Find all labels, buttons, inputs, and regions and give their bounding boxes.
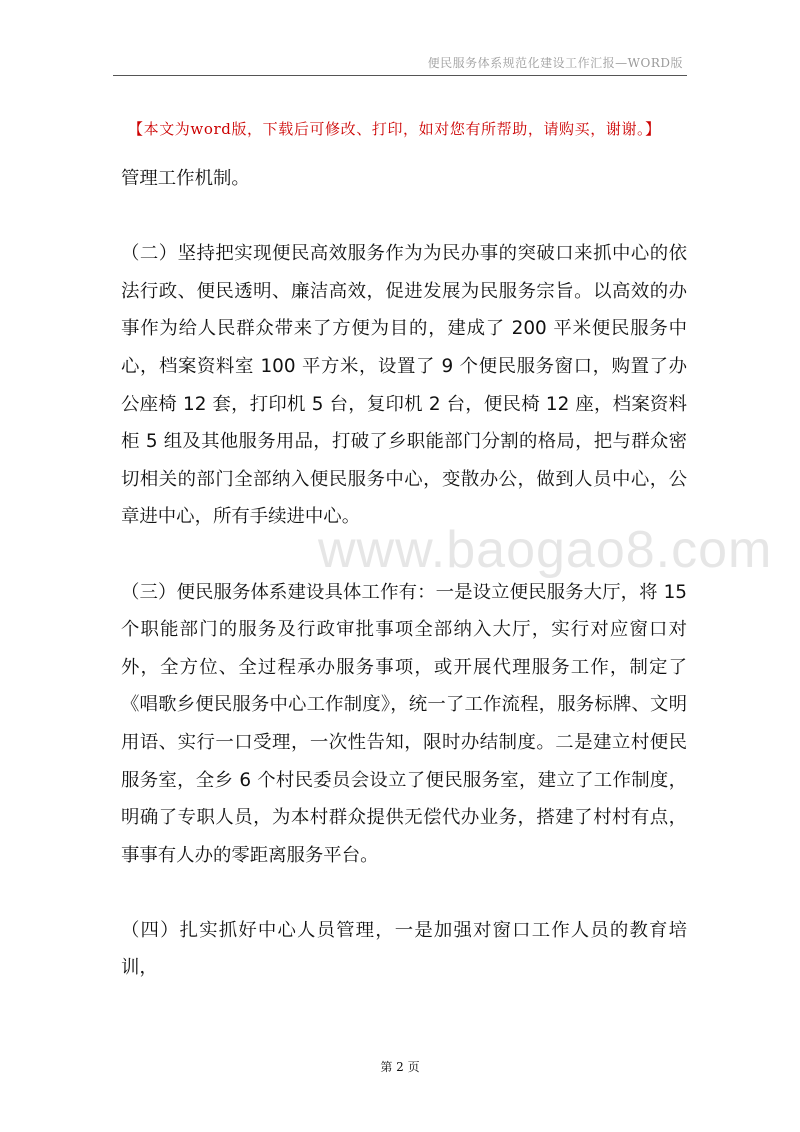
paragraph-section-2: （二）坚持把实现便民高效服务作为为民办事的突破口来抓中心的依法行政、便民透明、廉洁高效，促进发展为民服务宗旨。以高效的办事作为给人民群众带来了方便为目的，建成了 200 平米便民服务中心，档案资料室 100 平方米，设置了 9 个便民服务窗口，购置了办公座椅 12 套，打印机 5 台，复印机 2 台，便民椅 12 座，档案资料柜 5 组及其他服务用品，打破了乡职能部门分割的格局，把与群众密切相关的部门全部纳入便民服务中心，变散办公，做到人员中心，公章进中心，所有手续进中心。 (121, 243, 687, 528)
paragraph-section-4: （四）扎实抓好中心人员管理，一是加强对窗口工作人员的教育培训， (121, 919, 687, 979)
document-body (121, 160, 687, 987)
header-divider (113, 75, 687, 76)
document-header-title: 便民服务体系规范化建设工作汇报—WORD版 (427, 56, 683, 70)
paragraph-continuation: 管理工作机制。 (121, 168, 250, 189)
paragraph-gap (121, 198, 687, 236)
paragraph-gap (121, 536, 687, 574)
paragraph-section-3: （三）便民服务体系建设具体工作有：一是设立便民服务大厅，将 15 个职能部门的服务及行政审批事项全部纳入大厅，实行对应窗口对外，全方位、全过程承办服务事项，或开展代理服务工作，制定了《唱歌乡便民服务中心工作制度》，统一了工作流程，服务标牌、文明用语、实行一口受理，一次性告知，限时办结制度。二是建立村便民服务室，全乡 6 个村民委员会设立了便民服务室，建立了工作制度，明确了专职人员，为本村群众提供无偿代办业务，搭建了村村有点，事事有人办的零距离服务平台。 (121, 581, 687, 866)
page-number: 第 2 页 (380, 1060, 420, 1074)
site-watermark: www.baogao8.com (318, 521, 773, 579)
word-version-notice: 【本文为word版，下载后可修改、打印，如对您有所帮助，请购买，谢谢。】 (128, 120, 661, 138)
paragraph-gap (121, 874, 687, 912)
